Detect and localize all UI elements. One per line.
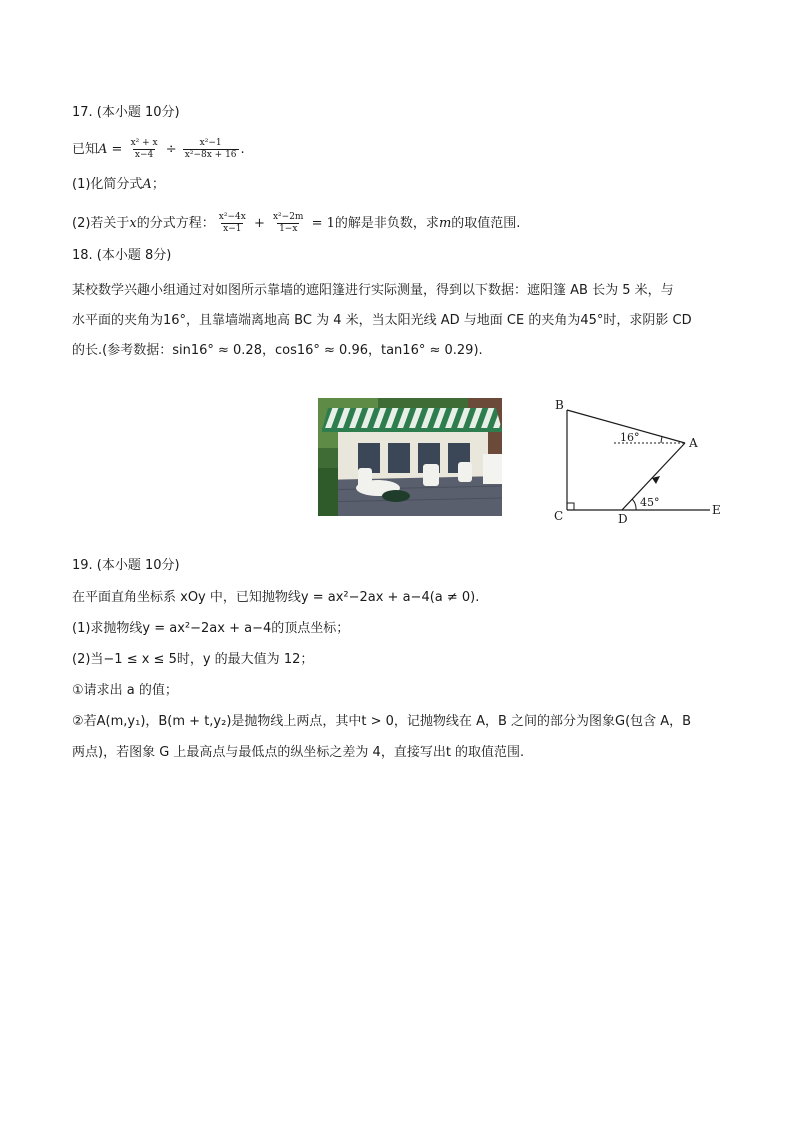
label-angle-45: 45° xyxy=(640,496,660,509)
q17-eq-fraction-1 xyxy=(217,212,248,235)
q17-part2-suffix: 的解是非负数，求 xyxy=(334,216,439,231)
q17-var-A: A xyxy=(98,142,108,157)
q19-header: 19. (本小题 10分) xyxy=(72,558,180,573)
q17-part1-end: ； xyxy=(151,177,165,192)
q17-eq-rhs: = 1 xyxy=(307,216,335,231)
label-E: E xyxy=(712,503,721,517)
label-A: A xyxy=(689,436,698,450)
q17-eq-frac1-numerator: x²−4x xyxy=(218,212,246,222)
q17-part2-mid: 的分式方程： xyxy=(136,216,215,231)
q17-eq-frac2-denominator: 1−x xyxy=(279,224,298,234)
q19-line2: (1)求抛物线y = ax²−2ax + a−4的顶点坐标； xyxy=(72,621,350,636)
angle-16-arc xyxy=(661,437,662,443)
awning-photo-illustration xyxy=(318,398,502,516)
q17-part2-m: m xyxy=(438,216,452,231)
q17-part2-prefix: (2)若关于 xyxy=(72,216,130,231)
angle-45-arc xyxy=(632,499,636,510)
awning-photo xyxy=(318,398,502,516)
q17-given xyxy=(72,138,245,161)
q17-part2-x: x xyxy=(129,216,137,231)
q18-line2: 水平面的夹角为16°，且靠墙端离地高 BC 为 4 米，当太阳光线 AD 与地面 CE 的夹角为45°时，求阴影 CD xyxy=(72,313,692,328)
label-C: C xyxy=(554,509,564,523)
q19-line6: 两点)，若图象 G 上最高点与最低点的纵坐标之差为 4，直接写出t 的取值范围. xyxy=(72,745,525,760)
label-D: D xyxy=(618,512,628,526)
q19-line5: ②若A(m,y₁)，B(m + t,y₂)是抛物线上两点，其中t > 0，记抛物线在 A，B 之间的部分为图象G(包含 A，B xyxy=(72,714,692,729)
q17-frac2-denominator: x²−8x + 16 xyxy=(184,150,237,160)
right-angle-mark xyxy=(567,503,574,510)
q18-line3: 的长.(参考数据：sin16° ≈ 0.28，cos16° ≈ 0.96，tan16° ≈ 0.29). xyxy=(72,343,483,358)
q17-eq-frac1-denominator: x−1 xyxy=(223,224,242,234)
q17-equals: = xyxy=(107,142,127,157)
q17-eq-frac2-numerator: x²−2m xyxy=(272,212,304,222)
q18-header: 18. (本小题 8分) xyxy=(72,248,172,263)
q17-fraction-1 xyxy=(129,138,160,161)
geometry-diagram xyxy=(548,392,728,530)
label-angle-16: 16° xyxy=(620,431,640,444)
q17-fraction-2 xyxy=(183,138,239,161)
q19-line3: (2)当−1 ≤ x ≤ 5时，y 的最大值为 12； xyxy=(72,652,314,667)
q17-part2 xyxy=(72,212,520,235)
q17-eq-fraction-2 xyxy=(271,212,306,235)
q17-divide: ÷ xyxy=(161,142,181,157)
q17-frac1-numerator: x² + x xyxy=(130,138,158,148)
q17-part1-text: (1)化简分式 xyxy=(72,177,143,192)
q17-part1-var: A xyxy=(142,177,152,192)
q17-header: 17. (本小题 10分) xyxy=(72,105,180,120)
q17-part2-end: 的取值范围. xyxy=(451,216,521,231)
q17-part1 xyxy=(72,175,165,195)
q19-line4: ①请求出 a 的值； xyxy=(72,683,178,698)
q17-eq-plus: + xyxy=(249,216,269,231)
q18-line1: 某校数学兴趣小组通过对如图所示靠墙的遮阳篷进行实际测量，得到以下数据：遮阳篷 AB 长为 5 米，与 xyxy=(72,283,674,298)
q19-line1: 在平面直角坐标系 xOy 中，已知抛物线y = ax²−2ax + a−4(a ≠ 0). xyxy=(72,590,480,605)
q17-frac2-numerator: x²−1 xyxy=(199,138,222,148)
q17-frac1-denominator: x−4 xyxy=(134,150,154,160)
q17-given-end: . xyxy=(240,142,245,157)
label-B: B xyxy=(555,398,564,412)
q17-given-prefix: 已知 xyxy=(72,142,99,157)
